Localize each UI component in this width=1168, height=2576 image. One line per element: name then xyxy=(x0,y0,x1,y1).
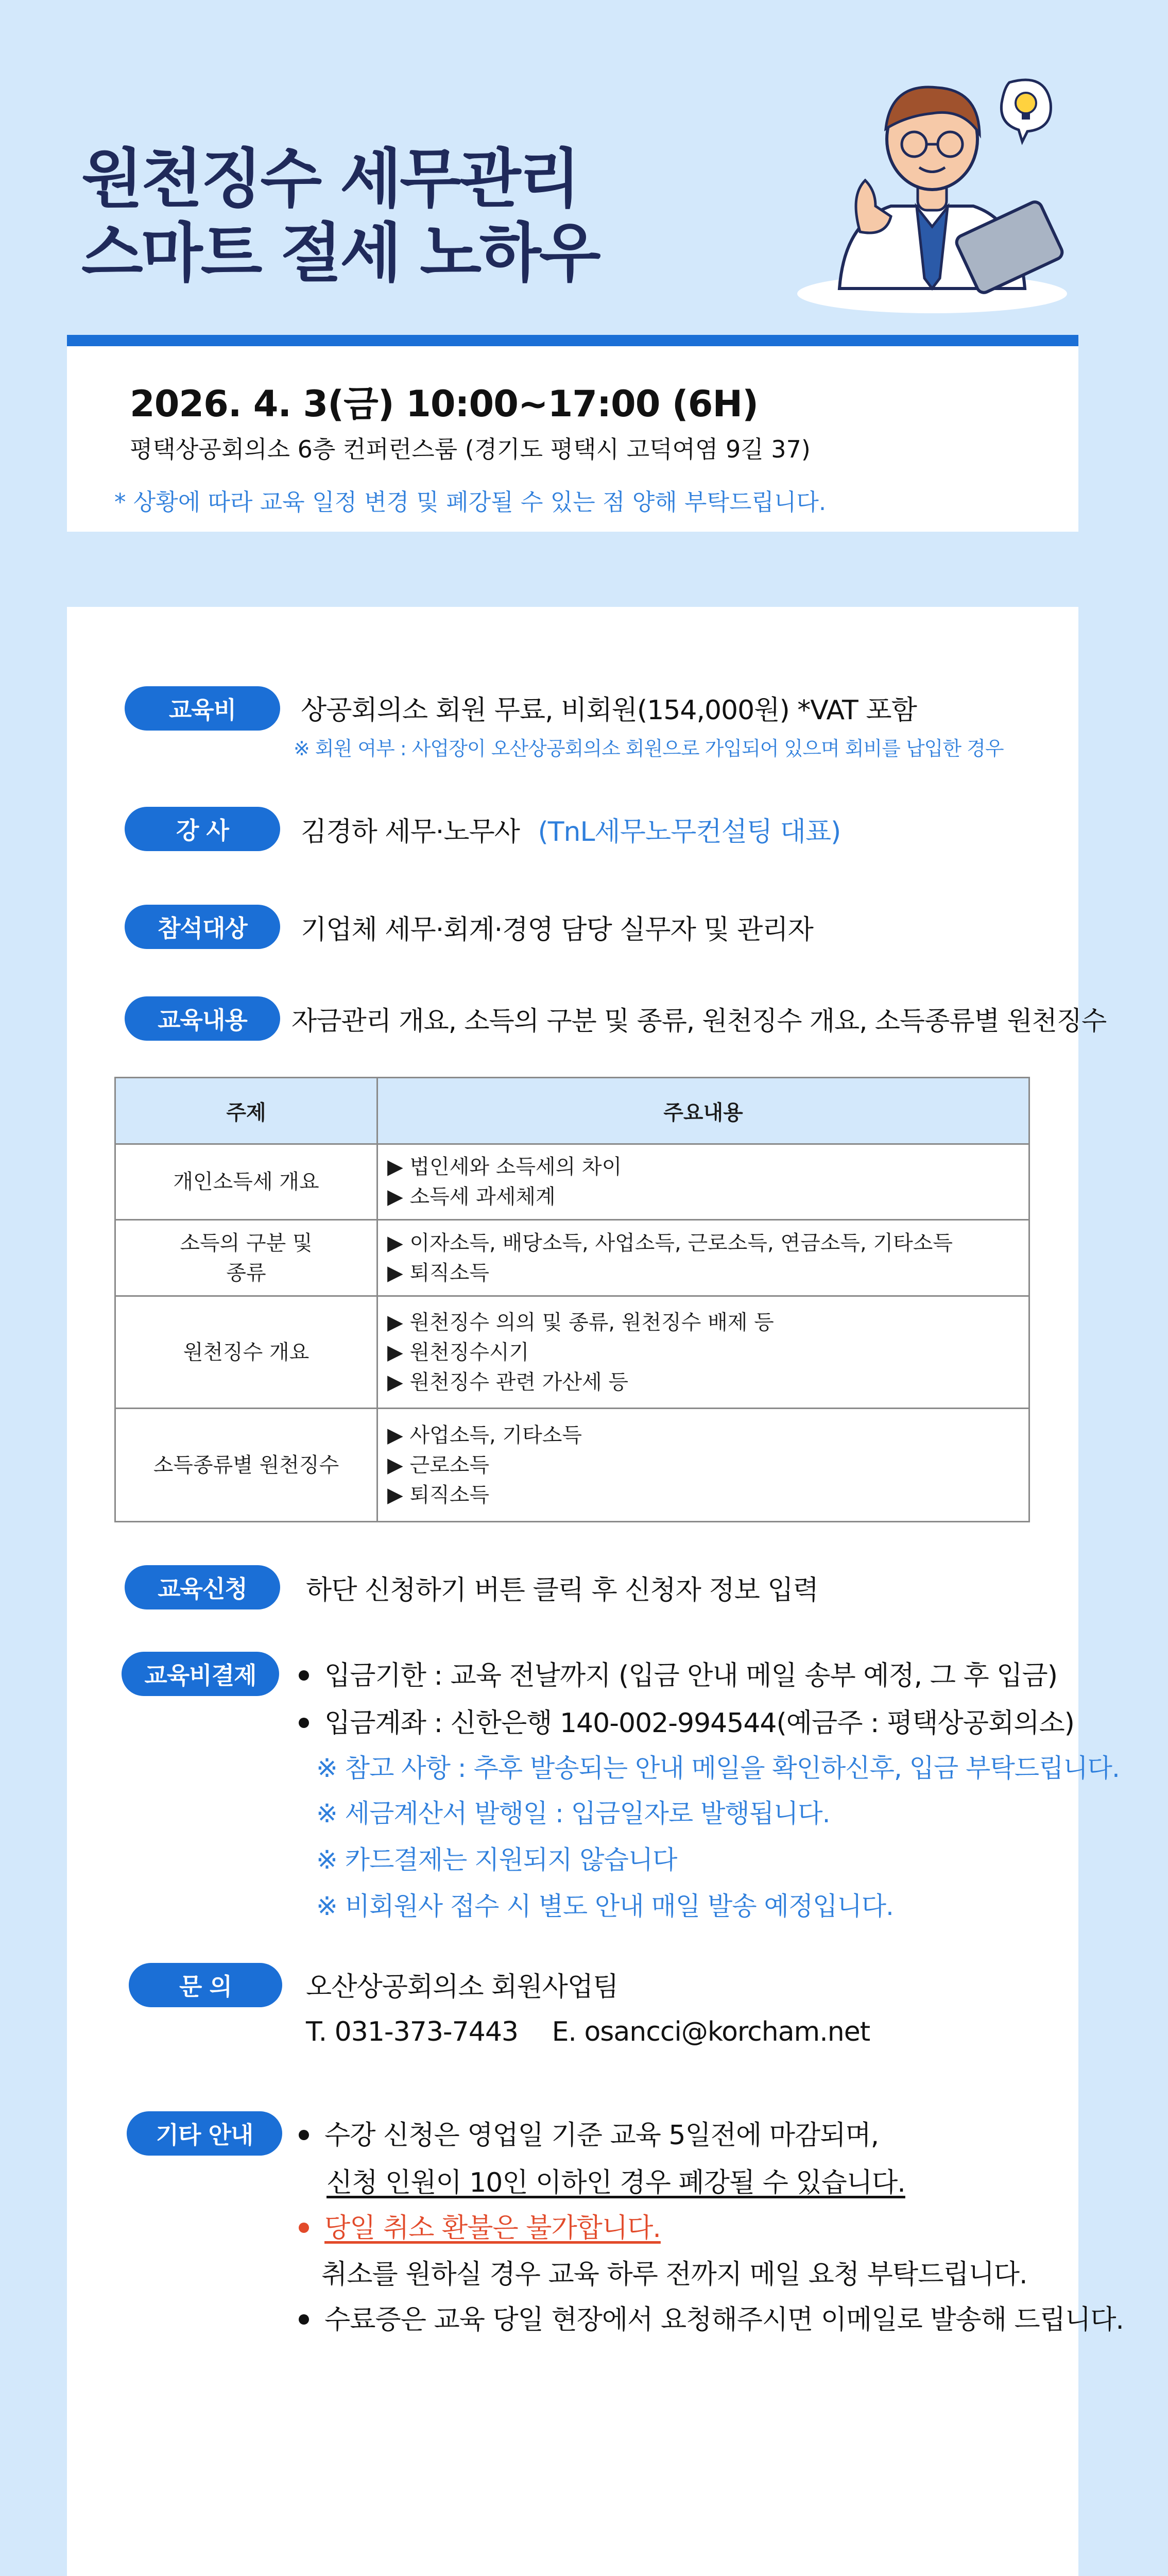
instructor-name: 김경하 세무·노무사 xyxy=(301,817,520,848)
payment-note: ※ 카드결제는 지원되지 않습니다 xyxy=(316,1845,677,1875)
etc-line5: 수료증은 교육 당일 현장에서 요청해주시면 이메일로 발송해 드립니다. xyxy=(299,2298,1124,2336)
page-title-line2: 스마트 절세 노하우 xyxy=(81,216,599,291)
row-items xyxy=(377,1144,1029,1220)
contact-team: 오산상공회의소 회원사업팀 xyxy=(306,1972,619,2003)
target-label-pill: 참석대상 xyxy=(125,905,280,949)
contact-phone: T. 031-373-7443 xyxy=(306,2016,519,2047)
table-header-topic: 주제 xyxy=(115,1078,377,1144)
row-item: ▶ 퇴직소득 xyxy=(387,1483,490,1507)
row-item: ▶ 원천징수 의의 및 종류, 원천징수 배제 등 xyxy=(387,1310,774,1334)
row-item: ▶ 근로소득 xyxy=(387,1453,490,1477)
apply-label-pill: 교육신청 xyxy=(125,1565,280,1609)
table-row xyxy=(115,1144,1029,1220)
row-item: ▶ 퇴직소득 xyxy=(387,1261,490,1285)
contact-label-pill: 문 의 xyxy=(129,1963,282,2007)
contact-email[interactable]: E. osancci@korcham.net xyxy=(552,2016,870,2047)
fee-note: ※ 회원 여부 : 사업장이 오산상공회의소 회원으로 가입되어 있으며 회비를 납입한 경우 xyxy=(294,737,1004,760)
date-accent-bar xyxy=(67,335,1078,346)
target-text: 기업체 세무·회계·경영 담당 실무자 및 관리자 xyxy=(301,914,813,945)
instructor-label-pill: 강 사 xyxy=(125,807,280,851)
table-header-content: 주요내용 xyxy=(377,1078,1029,1144)
row-item: ▶ 소득세 과세체계 xyxy=(387,1185,556,1209)
schedule-date: 2026. 4. 3(금) 10:00~17:00 (6H) xyxy=(130,383,759,425)
bullet-dot xyxy=(299,2130,309,2140)
table-row xyxy=(115,1220,1029,1296)
bullet-dot xyxy=(299,2314,309,2325)
table-row xyxy=(115,1296,1029,1409)
fee-label-pill: 교육비 xyxy=(125,686,280,731)
row-item: ▶ 원천징수시기 xyxy=(387,1340,529,1364)
row-item: ▶ 사업소득, 기타소득 xyxy=(387,1423,582,1447)
row-topic: 원천징수 개요 xyxy=(115,1296,377,1409)
content-text: 자금관리 개요, 소득의 구분 및 종류, 원천징수 개요, 소득종류별 원천징수 xyxy=(291,1006,1107,1037)
table-row xyxy=(115,1409,1029,1522)
row-item: ▶ 원천징수 관련 가산세 등 xyxy=(387,1370,629,1394)
etc-line3: 당일 취소 환불은 불가합니다. xyxy=(299,2206,661,2245)
curriculum-table xyxy=(114,1077,1030,1522)
row-topic: 소득종류별 원천징수 xyxy=(115,1409,377,1522)
row-item: ▶ 이자소득, 배당소득, 사업소득, 근로소득, 연금소득, 기타소득 xyxy=(387,1231,953,1255)
payment-account: 입금계좌 : 신한은행 140-002-994544(예금주 : 평택상공회의소) xyxy=(299,1701,1074,1740)
row-topic: 소득의 구분 및 종류 xyxy=(115,1220,377,1296)
schedule-notice: * 상황에 따라 교육 일정 변경 및 폐강될 수 있는 점 양해 부탁드립니다. xyxy=(114,488,827,516)
bullet-dot xyxy=(299,2223,309,2233)
schedule-place: 평택상공회의소 6층 컨퍼런스룸 (경기도 평택시 고덕여염 9길 37) xyxy=(130,435,811,463)
payment-deadline: 입금기한 : 교육 전날까지 (입금 안내 메일 송부 예정, 그 후 입금) xyxy=(299,1654,1057,1692)
etc-line4: 취소를 원하실 경우 교육 하루 전까지 메일 요청 부탁드립니다. xyxy=(321,2259,1027,2290)
table-header-row xyxy=(115,1078,1029,1144)
row-topic: 개인소득세 개요 xyxy=(115,1144,377,1220)
payment-label-pill: 교육비결제 xyxy=(122,1652,279,1696)
etc-line2: 신청 인원이 10인 이하인 경우 폐강될 수 있습니다. xyxy=(327,2167,905,2198)
etc-label-pill: 기타 안내 xyxy=(127,2111,282,2156)
instructor-affiliation: (TnL세무노무컨설팅 대표) xyxy=(538,817,841,848)
payment-note: ※ 참고 사항 : 추후 발송되는 안내 메일을 확인하신후, 입금 부탁드립니다. xyxy=(316,1753,1120,1783)
content-label-pill: 교육내용 xyxy=(125,996,280,1041)
contact-line xyxy=(306,2016,870,2047)
bullet-dot xyxy=(299,1718,309,1728)
row-items xyxy=(377,1296,1029,1409)
row-item: ▶ 법인세와 소득세의 차이 xyxy=(387,1155,622,1179)
payment-note: ※ 세금계산서 발행일 : 입금일자로 발행됩니다. xyxy=(316,1799,830,1828)
etc-line1: 수강 신청은 영업일 기준 교육 5일전에 마감되며, xyxy=(299,2113,879,2152)
businessman-illustration xyxy=(788,62,1076,319)
row-items xyxy=(377,1220,1029,1296)
payment-note: ※ 비회원사 접수 시 별도 안내 매일 발송 예정입니다. xyxy=(316,1891,894,1921)
fee-text: 상공회의소 회원 무료, 비회원(154,000원) *VAT 포함 xyxy=(301,695,917,726)
page-title-line1: 원천징수 세무관리 xyxy=(81,142,579,216)
apply-text: 하단 신청하기 버튼 클릭 후 신청자 정보 입력 xyxy=(306,1575,818,1606)
bullet-dot xyxy=(299,1670,309,1681)
instructor-line xyxy=(301,810,840,849)
row-items xyxy=(377,1409,1029,1522)
